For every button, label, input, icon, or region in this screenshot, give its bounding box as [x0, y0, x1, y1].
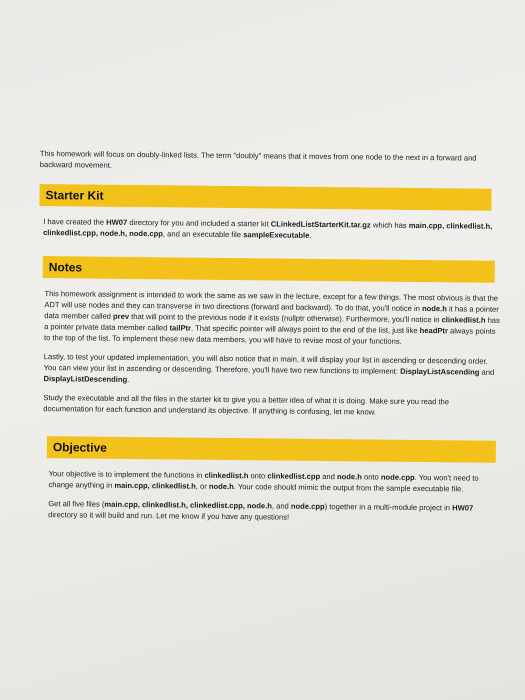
starter-kit-heading: Starter Kit	[39, 184, 491, 211]
starter-kit-body	[43, 216, 501, 243]
intro-paragraph: This homework will focus on doubly-linked lists. The term "doubly" means that it moves from one node to the next in a forward and backward movement.	[39, 149, 477, 170]
objective-body	[48, 468, 499, 525]
starter-kit-paragraph: I have created the HW07 directory for you and included a starter kit CLinkedListStarterKit.tar.gz which has main.cpp, clinkedlist.h, clinkedlist.cpp, node.h, node.cpp, and an executable file sampleExecutable.	[43, 217, 493, 240]
notes-heading: Notes	[43, 256, 495, 283]
notes-paragraph-3: Study the executable and all the files in the starter kit to give you a better idea of what it is doing. Make sure you read the documentation for each function and understand its objective. If anything is confusing, let me know.	[43, 393, 450, 417]
notes-paragraph-2: Lastly, to test your updated implementation, you will also notice that in main, it will display your list in ascending or descending order. You can view your list in ascending or descending. Therefore, you'll have two new functions to implement: DisplayListAscending and DisplayListDescending.	[43, 352, 495, 384]
notes-paragraph-1: This homework assignment is intended to work the same as we saw in the lecture, except for a few things. The most obvious is that the ADT will use nodes and they can transverse in two directions (forward and backward). To do that, you'll notice in node.h it has a pointer data member called prev that will point to the previous node if it exists (nullptr otherwise). Furthermore, you'll notice in clinkedlist.h has a pointer private data member called tailPtr. That specific pointer will always point to the end of the list, just like headPtr always points to the top of the list. To implement these new data members, you will have to revise most of your functions.	[43, 289, 500, 346]
objective-paragraph-2: Get all five files (main.cpp, clinkedlist.h, clinkedlist.cpp, node.h, and node.cpp) together in a multi-module project in HW07 directory so it will build and run. Let me know if you have any questions!	[48, 499, 474, 522]
notes-body	[43, 288, 500, 419]
objective-heading: Objective	[47, 436, 496, 463]
document-content	[34, 148, 502, 525]
objective-paragraph-1: Your objective is to implement the functions in clinkedlist.h onto clinkedlist.cpp and node.h onto node.cpp. You won't need to change anything in main.cpp, clinkedlist.h, or node.h. Your code should mimic the output from the sample executable file.	[48, 469, 479, 494]
